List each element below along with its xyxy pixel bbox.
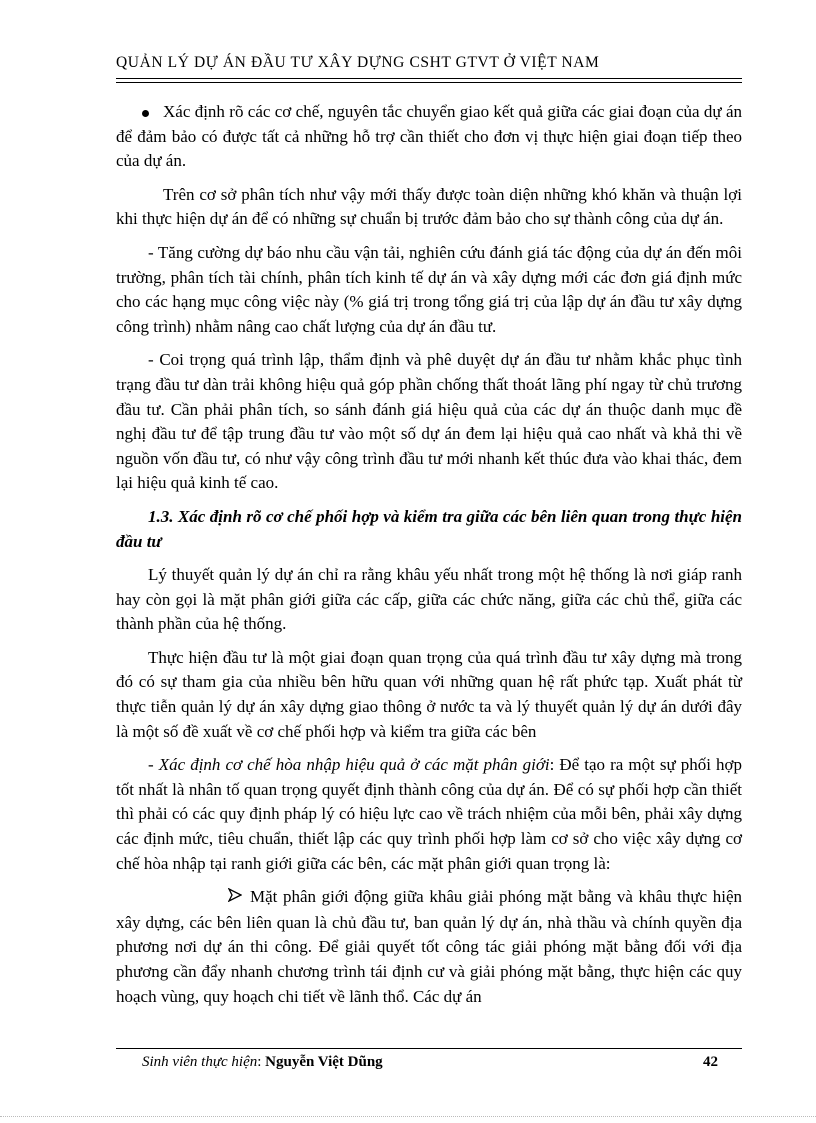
student-credit <box>142 1054 383 1071</box>
arrowhead-icon <box>172 886 242 911</box>
paragraph: Lý thuyết quản lý dự án chỉ ra rằng khâu yếu nhất trong một hệ thống là nơi giáp ranh hay còn gọi là mặt phân giới giữa các cấp, giữa các chức năng, giữa các chủ thể, giữa các thành phần của hệ thống. <box>116 565 742 634</box>
paragraph-text: Mặt phân giới động giữa khâu giải phóng mặt bằng và khâu thực hiện xây dựng, các bên liên quan là chủ đầu tư, ban quản lý dự án, nhà thầu và chính quyền địa phương nơi dự án thi công. Để giải quyết tốt công tác giải phóng mặt bằng đối với địa phương cần đẩy nhanh chương trình tái định cư và giải phóng mặt bằng, thực hiện các quy hoạch vùng, quy hoạch chi tiết về lãnh thổ. Các dự án <box>116 887 742 1006</box>
page-content <box>116 100 742 1009</box>
footer-rule <box>116 1048 742 1049</box>
paragraph: Trên cơ sở phân tích như vậy mới thấy được toàn diện những khó khăn và thuận lợi khi thực hiện dự án để có những sự chuẩn bị trước đảm bảo cho sự thành công của dự án. <box>116 184 742 229</box>
page-header <box>116 54 742 72</box>
paragraph-text: : Để tạo ra một sự phối hợp tốt nhất là nhân tố quan trọng quyết định thành công của dự án. Để có sự phối hợp cần thiết thì phải có các quy định pháp lý có hiệu lực cao về trách nhiệm của mỗi bên, phải xây dựng các định mức, tiêu chuẩn, thiết lập các quy trình phối hợp làm cơ sở cho việc xây dựng cơ chế hòa nhập tại ranh giới giữa các bên, các mặt phân giới quan trọng là: <box>116 755 742 873</box>
student-label: Sinh viên thực hiện <box>142 1054 258 1070</box>
italic-lead-text: - Xác định cơ chế hòa nhập hiệu quả ở các mặt phân giới <box>148 755 550 775</box>
paragraph: - Coi trọng quá trình lập, thẩm định và phê duyệt dự án đầu tư nhằm khắc phục tình trạng đầu tư dàn trải không hiệu quả góp phần chống thất thoát lãng phí ngay từ chủ trương đầu tư. Cần phải phân tích, so sánh đánh giá hiệu quả của các dự án thuộc danh mục đề nghị đầu tư để tập trung đầu tư vào một số dự án đem lại hiệu quả cao nhất và khả thi về nguồn vốn đầu tư, có như vậy công trình đầu tư mới nhanh kết thúc đưa vào khai thác, đem lại hiệu quả kinh tế cao. <box>116 350 742 493</box>
bullet-paragraph <box>116 100 742 174</box>
paragraph: - Tăng cường dự báo nhu cầu vận tải, nghiên cứu đánh giá tác động của dự án đến môi trường, phân tích tài chính, phân tích kinh tế dự án và xây dựng mới các đơn giá định mức cho các hạng mục công việc này (% giá trị trong tổng giá trị của lập dự án đầu tư xây dựng công trình) nhằm nâng cao chất lượng của dự án đầu tư. <box>116 242 742 336</box>
document-title: QUẢN LÝ DỰ ÁN ĐẦU TƯ XÂY DỰNG CSHT GTVT Ở VIỆT NAM <box>116 54 600 71</box>
paragraph: Thực hiện đầu tư là một giai đoạn quan trọng của quá trình đầu tư xây dựng mà trong đó có sự tham gia của nhiều bên hữu quan với những quan hệ rất phức tạp. Xuất phát từ thực tiễn quản lý dự án xây dựng giao thông ở nước ta và lý thuyết quản lý dự án dưới đây là một số đề xuất về cơ chế phối hợp và kiểm tra giữa các bên <box>116 647 742 741</box>
page-number: 42 <box>703 1054 718 1070</box>
page-edge-divider <box>0 1116 816 1117</box>
arrow-bullet-paragraph <box>116 885 742 1009</box>
paragraph-text: Xác định rõ các cơ chế, nguyên tắc chuyển giao kết quả giữa các giai đoạn của dự án để đảm bảo có được tất cả những hỗ trợ cần thiết cho đơn vị thực hiện giai đoạn tiếp theo của dự án. <box>116 102 742 171</box>
header-rule-thick <box>116 78 742 79</box>
student-separator: : <box>257 1054 266 1070</box>
header-rule-thin <box>116 82 742 83</box>
page-footer <box>116 1048 742 1070</box>
student-name: Nguyễn Việt Dũng <box>265 1054 383 1070</box>
paragraph <box>116 753 742 876</box>
section-heading: 1.3. Xác định rõ cơ chế phối hợp và kiểm tra giữa các bên liên quan trong thực hiện đầu tư <box>116 506 742 551</box>
bullet-icon <box>142 110 149 117</box>
